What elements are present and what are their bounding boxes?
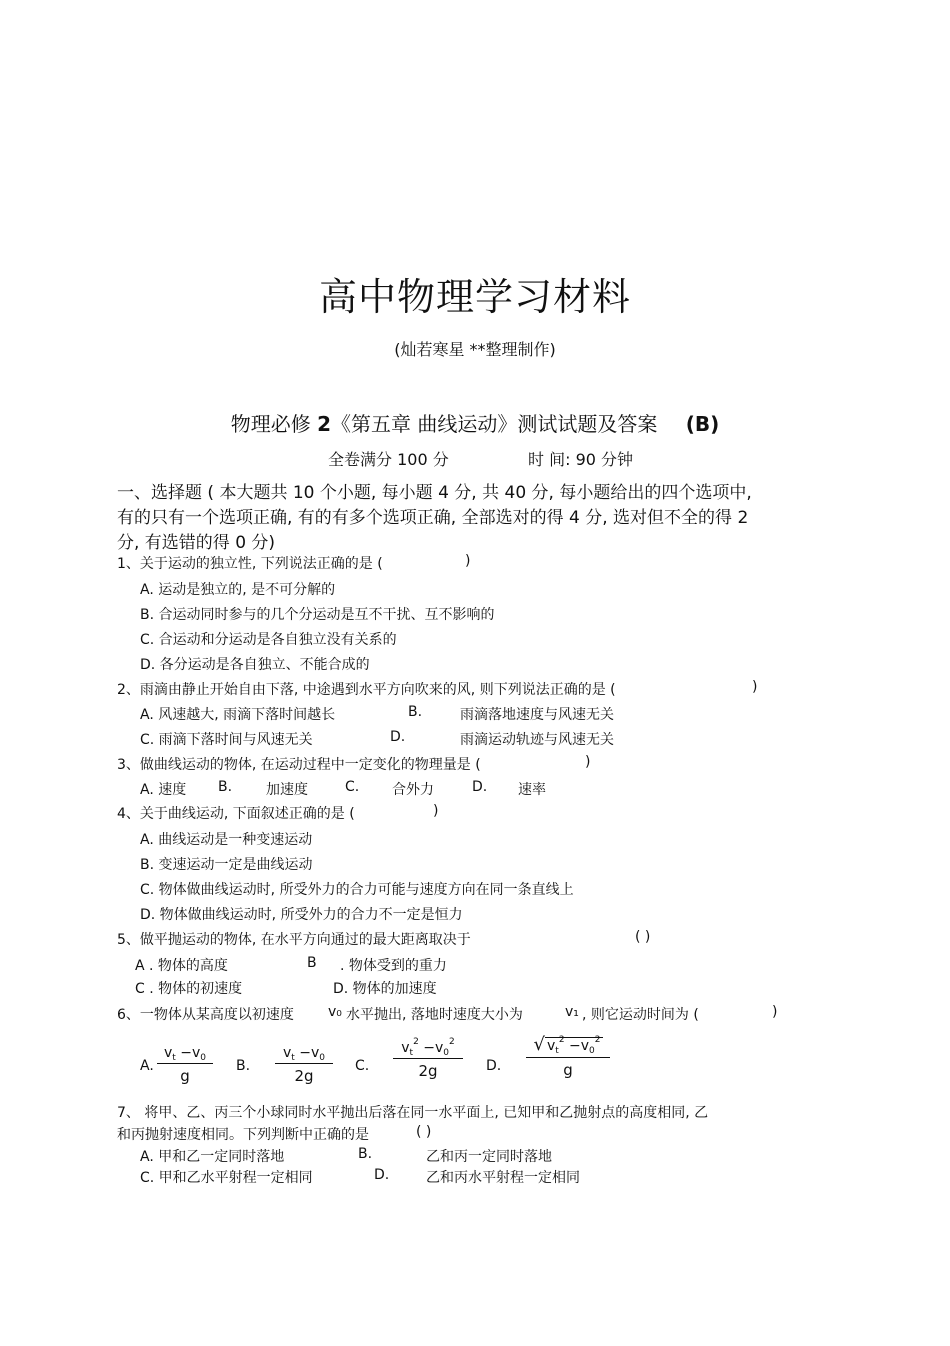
formula-v: v <box>546 1038 556 1054</box>
question-4-option-a: A. 曲线运动是一种变速运动 <box>140 832 313 848</box>
question-2-option-c: C. 雨滴下落时间与风速无关 <box>140 732 313 748</box>
formula-v: v <box>163 1045 173 1061</box>
sqrt-icon: √ <box>533 1034 545 1055</box>
formula-denominator: g <box>180 1067 190 1085</box>
question-1-option-b: B. 合运动同时参与的几个分运动是互不干扰、互不影响的 <box>140 607 495 623</box>
formula-v: v <box>401 1040 410 1056</box>
formula-minus: − <box>180 1045 192 1061</box>
question-6-stem-mid: 水平抛出, 落地时速度大小为 <box>346 1007 523 1023</box>
formula-sub-0: 0 <box>200 1053 207 1063</box>
question-5-paren: ( ) <box>635 929 651 945</box>
question-7-stem-line2: 和丙抛射速度相同。下列判断中正确的是 <box>117 1127 369 1143</box>
formula-sup-2: 2 <box>413 1037 419 1047</box>
formula-sub-0: 0 <box>589 1046 595 1056</box>
question-5-option-d: D. 物体的加速度 <box>333 981 437 997</box>
question-2-close: ) <box>752 679 758 695</box>
question-6-stem-pre: 6、一物体从某高度以初速度 <box>117 1007 294 1023</box>
exam-title-pre: 物理必修 <box>230 412 311 436</box>
formula-denominator: g <box>563 1061 573 1079</box>
formula-minus: − <box>569 1038 581 1054</box>
formula-sup-2: 2 <box>594 1035 601 1045</box>
fraction-bar <box>393 1058 463 1059</box>
question-1-close: ) <box>465 553 471 569</box>
question-6-option-c-label: C. <box>355 1058 370 1074</box>
question-7-stem-line1: 7、 将甲、乙、丙三个小球同时水平抛出后落在同一水平面上, 已知甲和乙抛射点的高度相同, 乙 <box>117 1105 709 1121</box>
exam-title <box>0 408 950 437</box>
question-2-option-d: 雨滴运动轨迹与风速无关 <box>460 732 614 748</box>
question-1-option-d: D. 各分运动是各自独立、不能合成的 <box>140 657 370 673</box>
formula-v: v <box>434 1040 444 1056</box>
formula-v: v <box>580 1038 590 1054</box>
question-4-stem: 4、关于曲线运动, 下面叙述正确的是 ( <box>117 806 355 822</box>
formula-sub-t: t <box>555 1046 559 1056</box>
question-4-close: ) <box>433 803 439 819</box>
question-5-stem: 5、做平抛运动的物体, 在水平方向通过的最大距离取决于 <box>117 932 471 948</box>
question-5-option-b-label: B <box>307 955 317 971</box>
question-7-option-b-label: B. <box>358 1146 373 1162</box>
question-6-option-d-label: D. <box>486 1058 502 1074</box>
question-7-option-d: 乙和丙水平射程一定相同 <box>426 1170 580 1186</box>
question-7-option-c: C. 甲和乙水平射程一定相同 <box>140 1170 313 1186</box>
question-6-v1: v₁ <box>565 1004 579 1020</box>
section-heading-line1: 一、选择题 ( 本大题共 10 个小题, 每小题 4 分, 共 40 分, 每小题给出的四个选项中, <box>117 483 752 503</box>
question-5-option-c: C . 物体的初速度 <box>135 981 243 997</box>
question-3-option-b-label: B. <box>218 779 233 795</box>
question-1-option-c: C. 合运动和分运动是各自独立没有关系的 <box>140 632 397 648</box>
question-3-option-c: 合外力 <box>392 782 434 798</box>
formula-sup-2: 2 <box>558 1035 565 1045</box>
formula-v: v <box>191 1045 201 1061</box>
question-6-option-b-formula <box>275 1045 333 1085</box>
question-3-option-c-label: C. <box>345 779 360 795</box>
question-3-stem: 3、做曲线运动的物体, 在运动过程中一定变化的物理量是 ( <box>117 757 481 773</box>
exam-title-mid: 《第五章 曲线运动》测试试题及答案 <box>331 412 658 436</box>
question-2-option-b-label: B. <box>408 704 423 720</box>
formula-minus: − <box>299 1045 311 1061</box>
fraction-bar <box>526 1057 610 1058</box>
question-2-stem: 2、雨滴由静止开始自由下落, 中途遇到水平方向吹来的风, 则下列说法正确的是 ( <box>117 682 616 698</box>
exam-title-grade: (B) <box>685 412 720 436</box>
formula-minus: − <box>423 1040 435 1056</box>
formula-sub-t: t <box>172 1053 176 1063</box>
question-4-option-b: B. 变速运动一定是曲线运动 <box>140 857 313 873</box>
fraction-bar <box>275 1063 333 1064</box>
question-4-option-d: D. 物体做曲线运动时, 所受外力的合力不一定是恒力 <box>140 907 463 923</box>
question-6-stem-end: , 则它运动时间为 ( <box>582 1007 699 1023</box>
question-5-option-b: . 物体受到的重力 <box>340 958 447 974</box>
question-3-option-a: A. 速度 <box>140 782 187 798</box>
exam-title-num: 2 <box>317 412 332 436</box>
question-2-option-a: A. 风速越大, 雨滴下落时间越长 <box>140 707 336 723</box>
question-4-option-c: C. 物体做曲线运动时, 所受外力的合力可能与速度方向在同一条直线上 <box>140 882 574 898</box>
total-score: 全卷满分 100 分 <box>328 450 449 469</box>
formula-sub-0: 0 <box>443 1048 450 1058</box>
formula-sub-t: t <box>409 1048 414 1058</box>
question-3-option-d-label: D. <box>472 779 488 795</box>
question-5-option-a: A . 物体的高度 <box>135 958 228 974</box>
question-6-v0: v₀ <box>328 1004 342 1020</box>
question-7-option-a: A. 甲和乙一定同时落地 <box>140 1149 285 1165</box>
question-1-stem: 1、关于运动的独立性, 下列说法正确的是 ( <box>117 556 383 572</box>
section-heading-line2: 有的只有一个选项正确, 有的有多个选项正确, 全部选对的得 4 分, 选对但不全的得 2 <box>117 508 749 528</box>
question-2-option-d-label: D. <box>390 729 406 745</box>
formula-denominator: 2g <box>418 1062 438 1080</box>
question-3-option-d: 速率 <box>518 782 546 798</box>
page-title: 高中物理学习材料 <box>318 275 631 319</box>
question-7-option-d-label: D. <box>374 1167 390 1183</box>
formula-denominator: 2g <box>294 1067 314 1085</box>
fraction-bar <box>157 1063 213 1064</box>
question-6-option-a-label: A. <box>140 1058 154 1074</box>
formula-v: v <box>310 1045 320 1061</box>
question-3-close: ) <box>585 754 591 770</box>
question-1-option-a: A. 运动是独立的, 是不可分解的 <box>140 582 336 598</box>
section-heading-line3: 分, 有选错的得 0 分) <box>117 533 276 553</box>
formula-sub-0: 0 <box>319 1053 326 1063</box>
question-6-option-c-formula <box>393 1037 463 1080</box>
formula-sub-t: t <box>291 1053 295 1063</box>
exam-time: 时 间: 90 分钟 <box>528 450 634 469</box>
question-6-close: ) <box>772 1004 778 1020</box>
question-6-option-d-formula <box>526 1034 610 1079</box>
question-7-option-b: 乙和丙一定同时落地 <box>426 1149 552 1165</box>
question-3-option-b: 加速度 <box>266 782 308 798</box>
formula-v: v <box>282 1045 292 1061</box>
page-subtitle: (灿若寒星 **整理制作) <box>394 340 556 359</box>
question-6-option-a-formula <box>157 1045 213 1085</box>
formula-sup-2: 2 <box>449 1037 455 1047</box>
question-7-paren: ( ) <box>416 1124 432 1140</box>
question-6-option-b-label: B. <box>236 1058 251 1074</box>
question-2-option-b: 雨滴落地速度与风速无关 <box>460 707 614 723</box>
